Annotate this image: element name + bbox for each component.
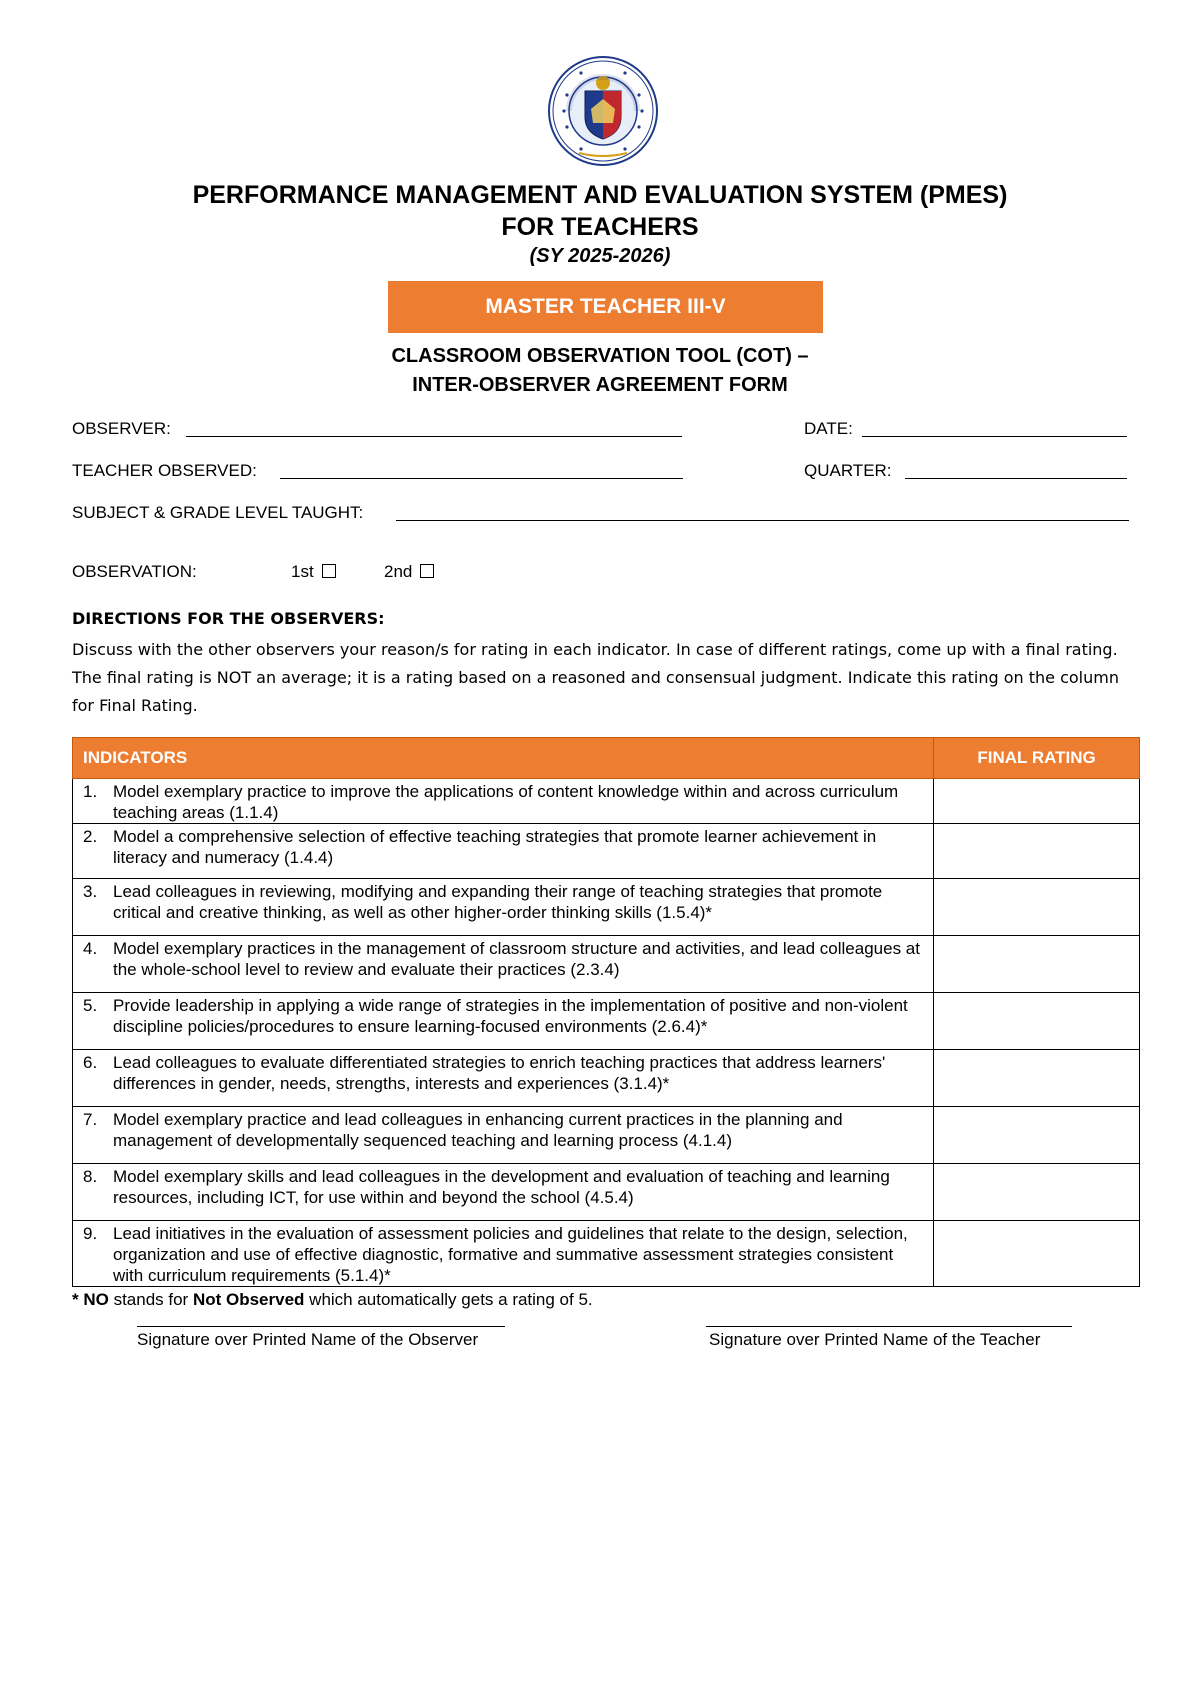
indicator-number: 2.: [83, 827, 98, 846]
indicator-cell: [73, 993, 934, 1050]
indicator-cell: [73, 1050, 934, 1107]
indicator-row: [73, 1221, 1140, 1287]
indicator-row: [73, 879, 1140, 936]
observation-label: OBSERVATION:: [72, 562, 197, 581]
footnote-rest: which automatically gets a rating of 5.: [304, 1290, 593, 1309]
indicator-row: [73, 1107, 1140, 1164]
indicator-number: 1.: [83, 782, 98, 801]
indicator-number: 7.: [83, 1110, 98, 1129]
indicator-number: 4.: [83, 939, 98, 958]
final-rating-input[interactable]: [934, 993, 1140, 1050]
second-observation-checkbox[interactable]: [420, 564, 434, 578]
deped-seal-icon: [547, 55, 659, 167]
indicator-number: 9.: [83, 1224, 98, 1243]
final-rating-input[interactable]: [934, 879, 1140, 936]
final-rating-input[interactable]: [934, 1107, 1140, 1164]
date-field[interactable]: [862, 436, 1127, 437]
indicators-table: [72, 737, 1140, 1287]
footnote: [72, 1290, 593, 1310]
indicator-cell: [73, 1221, 934, 1287]
final-rating-input[interactable]: [934, 936, 1140, 993]
directions-body: Discuss with the other observers your reason/s for rating in each indicator. In case of different ratings, come up with a final rating. The final rating is NOT an average; it is a rating based on a reasoned and consensual judgment. Indicate this rating on the column for Final Rating.: [72, 640, 1119, 715]
date-label: DATE:: [804, 419, 853, 438]
first-observation-checkbox[interactable]: [322, 564, 336, 578]
document-title: PERFORMANCE MANAGEMENT AND EVALUATION SYSTEM (PMES): [192, 181, 1008, 209]
observation-second-label: 2nd: [384, 562, 413, 581]
indicator-row: [73, 993, 1140, 1050]
form-title-line2: INTER-OBSERVER AGREEMENT FORM: [412, 374, 788, 396]
indicator-text: Model exemplary skills and lead colleagues in the development and evaluation of teaching and learning resources, including ICT, for use within and beyond the school (4.5.4): [113, 1167, 890, 1207]
indicator-row: [73, 779, 1140, 824]
indicator-text: Model exemplary practice to improve the applications of content knowledge within and across curriculum teaching areas (1.1.4): [113, 782, 899, 822]
indicator-cell: [73, 824, 934, 879]
indicator-number: 3.: [83, 882, 98, 901]
position-banner: MASTER TEACHER III-V: [388, 281, 823, 333]
form-title: CLASSROOM OBSERVATION TOOL (COT) –: [391, 345, 809, 367]
indicator-number: 5.: [83, 996, 98, 1015]
observer-field[interactable]: [186, 436, 682, 437]
teacher-signature-label: Signature over Printed Name of the Teacher: [709, 1330, 1041, 1349]
observation-first-label: 1st: [291, 562, 314, 581]
indicator-text: Provide leadership in applying a wide range of strategies in the implementation of positive and non-violent discipline policies/procedures to ensure learning-focused environments (2.6.4)*: [113, 996, 908, 1036]
indicator-text: Lead colleagues in reviewing, modifying and expanding their range of teaching strategies that promote critical and creative thinking, as well as other higher-order thinking skills (1.5.4)*: [113, 882, 883, 922]
footnote-star: *: [72, 1290, 84, 1309]
indicator-cell: [73, 1107, 934, 1164]
observation-first-option[interactable]: [291, 562, 336, 582]
teacher-signature-line[interactable]: [706, 1326, 1072, 1327]
footnote-not-observed: Not Observed: [192, 1290, 305, 1309]
footnote-no: NO: [83, 1290, 109, 1309]
quarter-field[interactable]: [905, 478, 1127, 479]
indicator-text: Lead initiatives in the evaluation of assessment policies and guidelines that relate to the design, selection, organization and use of effective diagnostic, formative and summative assessment strategies consistent with curriculum requirements (5.1.4)*: [113, 1224, 908, 1285]
quarter-label: QUARTER:: [804, 461, 892, 480]
final-rating-input[interactable]: [934, 1164, 1140, 1221]
indicator-text: Model exemplary practices in the management of classroom structure and activities, and lead colleagues at the whole-school level to review and evaluate their practices (2.3.4): [113, 939, 920, 979]
indicator-row: [73, 824, 1140, 879]
table-header-row: [73, 738, 1140, 779]
indicator-cell: [73, 779, 934, 824]
indicator-row: [73, 1164, 1140, 1221]
indicator-row: [73, 936, 1140, 993]
directions-heading: DIRECTIONS FOR THE OBSERVERS:: [72, 609, 385, 628]
indicator-cell: [73, 1164, 934, 1221]
indicators-column-header: INDICATORS: [73, 738, 934, 779]
teacher-observed-label: TEACHER OBSERVED:: [72, 461, 257, 480]
subject-grade-field[interactable]: [396, 520, 1129, 521]
indicator-cell: [73, 936, 934, 993]
indicator-number: 8.: [83, 1167, 98, 1186]
indicator-text: Model a comprehensive selection of effective teaching strategies that promote learner achievement in literacy and numeracy (1.4.4): [113, 827, 877, 867]
final-rating-column-header: FINAL RATING: [934, 738, 1140, 779]
final-rating-input[interactable]: [934, 1050, 1140, 1107]
indicator-cell: [73, 879, 934, 936]
indicator-text: Lead colleagues to evaluate differentiated strategies to enrich teaching practices that address learners' differences in gender, needs, strengths, interests and experiences (3.1.4)*: [113, 1053, 886, 1093]
indicator-number: 6.: [83, 1053, 98, 1072]
observer-signature-label: Signature over Printed Name of the Observer: [137, 1330, 479, 1349]
final-rating-input[interactable]: [934, 824, 1140, 879]
document-title-line2: FOR TEACHERS: [501, 213, 699, 241]
school-year: (SY 2025-2026): [529, 245, 671, 267]
footnote-stands-for: stands for: [108, 1290, 193, 1309]
subject-grade-label: SUBJECT & GRADE LEVEL TAUGHT:: [72, 503, 364, 522]
teacher-observed-field[interactable]: [280, 478, 683, 479]
observer-signature-line[interactable]: [137, 1326, 505, 1327]
final-rating-input[interactable]: [934, 779, 1140, 824]
final-rating-input[interactable]: [934, 1221, 1140, 1287]
observer-label: OBSERVER:: [72, 419, 171, 438]
indicator-row: [73, 1050, 1140, 1107]
indicator-text: Model exemplary practice and lead colleagues in enhancing current practices in the planning and management of developmentally sequenced teaching and learning process (4.1.4): [113, 1110, 843, 1150]
observation-second-option[interactable]: [384, 562, 434, 582]
